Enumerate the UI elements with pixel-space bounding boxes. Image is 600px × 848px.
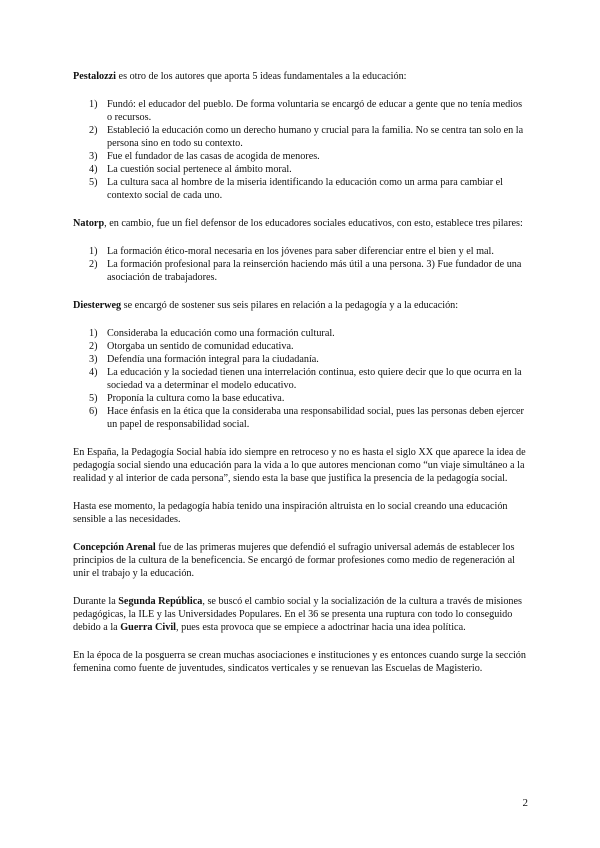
page-number: 2	[522, 797, 528, 809]
diesterweg-list	[73, 327, 528, 431]
concepcion-name: Concepción Arenal	[73, 542, 156, 553]
pestalozzi-intro	[73, 70, 528, 83]
list-item: 4) La cuestión social pertenece al ámbito moral.	[89, 164, 292, 175]
natorp-name: Natorp	[73, 218, 105, 229]
list-item: 4) La educación y la sociedad tienen una interrelación continua, esto quiere decir que lo que ocurra en la sociedad va a determinar el modelo educativo.	[89, 367, 522, 391]
natorp-list	[73, 245, 528, 284]
list-item: 5) Proponía la cultura como la base educativa.	[89, 393, 285, 404]
document-body	[73, 70, 528, 690]
list-item: 6) Hace énfasis en la ética que la consideraba una responsabilidad social, pues las personas deben ejercer un papel de responsabilidad social.	[89, 406, 524, 430]
list-item: 3) Defendía una formación integral para la ciudadanía.	[89, 354, 319, 365]
hasta-paragraph: Hasta ese momento, la pedagogía había tenido una inspiración altruista en lo social creando una educación sensible a las necesidades.	[73, 501, 508, 525]
diesterweg-intro	[73, 299, 528, 312]
republica-paragraph: Durante la Segunda República, se buscó el cambio social y la socialización de la cultura a través de misiones pedagógicas, la ILE y las Universidades Populares. En el 36 se presenta una ruptura con todo lo conseguido debido a la Guerra Civil, pues esta provoca que se empiece a adoctrinar hacia una idea política.	[73, 596, 523, 633]
diesterweg-name: Diesterweg	[73, 300, 122, 311]
guerra-civil-term: Guerra Civil	[120, 622, 176, 633]
list-item: 1) Fundó: el educador del pueblo. De forma voluntaria se encargó de educar a gente que no tenía medios o recursos.	[89, 99, 523, 123]
list-item: 1) La formación ético-moral necesaria en los jóvenes para saber diferenciar entre el bien y el mal.	[89, 246, 494, 257]
list-item: 1) Consideraba la educación como una formación cultural.	[89, 328, 335, 339]
natorp-intro-text: , en cambio, fue un fiel defensor de los educadores sociales educativos, con esto, establece tres pilares:	[104, 218, 523, 229]
list-item: 2) Estableció la educación como un derecho humano y crucial para la familia. No se centra tan solo en la persona sino en todo su contexto.	[89, 125, 524, 149]
segunda-republica-term: Segunda República	[118, 596, 203, 607]
espana-paragraph: En España, la Pedagogía Social había ido siempre en retroceso y no es hasta el siglo XX que aparece la idea de pedagogía social siendo una educación para la vida a lo que autores mencionan como “un viaje simultáneo a la realidad y al interior de cada persona”, siendo esta la base que justifica la presencia de la pedagogía social.	[73, 447, 526, 484]
pestalozzi-list	[73, 98, 528, 202]
diesterweg-intro-text: se encargó de sostener sus seis pilares en relación a la pedagogía y a la educación:	[121, 300, 459, 311]
list-item: 2) Otorgaba un sentido de comunidad educativa.	[89, 341, 294, 352]
pestalozzi-name: Pestalozzi	[73, 71, 116, 82]
natorp-intro	[73, 217, 528, 230]
list-item: 2) La formación profesional para la reinserción haciendo más útil a una persona. 3) Fue fundador de una asociación de trabajadores.	[89, 259, 522, 283]
list-item: 3) Fue el fundador de las casas de acogida de menores.	[89, 151, 320, 162]
pestalozzi-intro-text: es otro de los autores que aporta 5 ideas fundamentales a la educación:	[116, 71, 407, 82]
list-item: 5) La cultura saca al hombre de la miseria identificando la educación como un arma para cambiar el contexto social de cada uno.	[89, 177, 503, 201]
posguerra-paragraph: En la época de la posguerra se crean muchas asociaciones e instituciones y es entonces cuando surge la sección femenina como fuente de juventudes, sindicatos verticales y se renuevan las Escuelas de Magisterio.	[73, 650, 526, 674]
concepcion-paragraph: Concepción Arenal fue de las primeras mujeres que defendió el sufragio universal además de establecer los principios de la cultura de la beneficencia. Se encargó de formar profesiones como medio de regeneración al unir el trabajo y la educación.	[73, 542, 515, 579]
